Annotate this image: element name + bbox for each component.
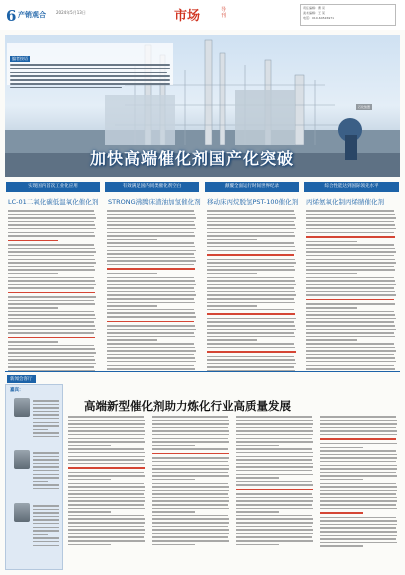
page-header bbox=[0, 0, 405, 30]
interview-headline: 高端新型催化剂助力炼化行业高质量发展 bbox=[84, 399, 291, 413]
guest-bio bbox=[33, 505, 60, 548]
column-body-1 bbox=[8, 210, 98, 374]
guest-bio bbox=[33, 452, 60, 492]
column-body-3 bbox=[207, 210, 298, 374]
brand-title: 市场 bbox=[174, 9, 201, 24]
section-label: 新闻会客厅 bbox=[7, 375, 36, 383]
editor-note-text bbox=[10, 64, 170, 88]
page-number: 6 bbox=[6, 7, 17, 25]
interview-body-2 bbox=[152, 416, 231, 547]
column-title-1: LC-01二氧化碳低温氧化催化剂 bbox=[8, 198, 99, 206]
photo-caption: 石化装置 bbox=[358, 105, 371, 109]
page-name: 产销观合 bbox=[18, 11, 46, 19]
info-line: 电话：010-64526971 bbox=[303, 16, 335, 20]
guest-photo bbox=[14, 450, 30, 469]
column-title-4: 丙烯氨氧化制丙烯腈催化剂 bbox=[306, 198, 384, 206]
column-header-3: 颠覆全面运行时间世界纪录 bbox=[205, 182, 299, 192]
guest-panel-title: 嘉宾： bbox=[10, 388, 24, 393]
column-title-3: 移动床丙烷脱氢PST-100催化剂 bbox=[207, 198, 299, 206]
editor-note bbox=[7, 43, 173, 85]
column-header-1: 实现国内首次工业化应用 bbox=[6, 182, 100, 192]
column-body-2 bbox=[107, 210, 198, 372]
brand-subtitle: 导刊 bbox=[221, 7, 227, 19]
info-line: 美术编辑：王 某 bbox=[303, 11, 325, 15]
hero-headline: 加快高端催化剂国产化突破 bbox=[90, 149, 295, 168]
column-body-4 bbox=[306, 210, 398, 372]
column-title-2: STRONG沸腾床渣油加氢催化剂 bbox=[108, 198, 201, 206]
page-date: 2024年5月13日 bbox=[56, 10, 86, 15]
column-header-2: 有效满足国内同类催化剂空白 bbox=[105, 182, 199, 192]
guest-photo bbox=[14, 503, 30, 522]
section-divider bbox=[5, 371, 400, 372]
interview-body-4 bbox=[320, 416, 399, 549]
guest-bio bbox=[33, 400, 60, 440]
editor-note-tag: 编者按语 bbox=[12, 56, 28, 61]
header-info-box bbox=[300, 4, 396, 26]
info-line: 责任编辑：曹 亮 bbox=[303, 6, 325, 10]
guest-photo bbox=[14, 398, 30, 417]
interview-body-3 bbox=[236, 416, 315, 547]
column-header-4: 综合性能达到国际领先水平 bbox=[304, 182, 399, 192]
interview-body-1 bbox=[68, 416, 147, 547]
